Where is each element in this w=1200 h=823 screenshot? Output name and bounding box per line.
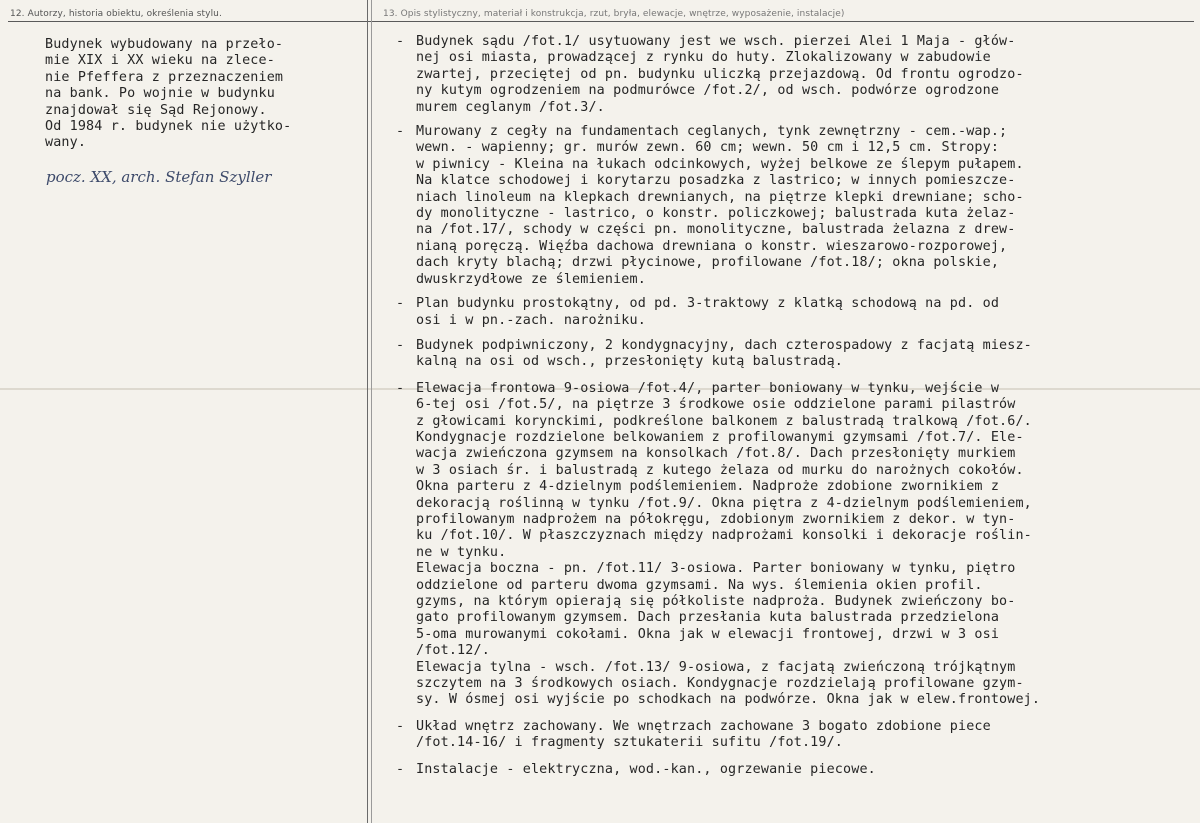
list-item-text: Elewacja frontowa 9-osiowa /fot.4/, parter boniowany w tynku, wejście w 6-tej osi /fot.5/, na piętrze 3 środkowe osie oddzielone parami pilastrów z głowicami korynckimi, podkreślone balkonem z balustradą tralkową /fot.6/. Kondygnacje rozdzielone belkowaniem z profilowanymi gzymsami /fot.7/. Ele- wacja zwieńczona gzymsem na konsolkach /fot.8/. Dach przesłonięty murkiem w 3 osiach śr. i balustradą z kutego żelaza od murku do narożnych cokołów. Okna parteru z 4-dzielnym podślemieniem. Nadproże zdobione zwornikiem z dekoracją roślinną w tynku /fot.9/. Okna piętra z 4-dzielnym podślemieniem, profilowanym nadprożem na półokręgu, zdobionym zwornikiem z dekor. w tyn- ku /fot.10/. W płaszczyznach między nadprożami konsolki i dekoracje roślin- ne w tynku. Elewacja boczna - pn. /fot.11/ 3-osiowa. Parter boniowany w tynku, piętro oddzielone od parteru dwoma gzymsami. Na wys. ślemienia okien profil. gzyms, na którym opierają się półkoliste nadproża. Budynek zwieńczony bo- gato profilowanym gzymsem. Dach przesłania kuta balustrada przedzielona 5-oma murowanymi cokołami. Okna jak w elewacji frontowej, drzwi w 3 osi /fot.12/. Elewacja tylna - wsch. /fot.13/ 9-osiowa, z facjatą zwieńczoną trójkątnym szczytem na 3 środkowych osiach. Kondygnacje rozdzielają profilowane gzym- sy. W ósmej osi wyjście po schodkach na podwórze. Okna jak w elew.frontowej. — [416, 380, 1041, 708]
column-divider — [367, 0, 368, 823]
list-item — [396, 381, 1196, 709]
section-12-header: 12. Autorzy, historia obiektu, określenia stylu. — [10, 9, 222, 19]
list-item-text: Budynek sądu /fot.1/ usytuowany jest we wsch. pierzei Alei 1 Maja - głów- nej osi miasta, prowadzącej z rynku do huty. Zlokalizowany w zabudowie zwartej, przeciętej od pn. budynku uliczką przejazdową. Od frontu ogrodzo- ny kutym ogrodzeniem na podmurówce /fot.2/, od wsch. podwórze ogrodzone murem ceglanym /fot.3/. — [416, 34, 1024, 115]
list-bullet: - — [396, 761, 405, 777]
list-item — [396, 34, 1196, 116]
list-bullet: - — [396, 380, 405, 396]
column-divider-secondary — [371, 0, 372, 823]
list-bullet: - — [396, 124, 405, 140]
list-item-text: Instalacje - elektryczna, wod.-kan., ogrzewanie piecowe. — [416, 761, 876, 777]
history-column — [45, 37, 363, 186]
list-item-text: Układ wnętrz zachowany. We wnętrzach zachowane 3 bogato zdobione piece /fot.14-16/ i fragmenty sztukaterii sufitu /fot.19/. — [416, 718, 991, 751]
list-item-text: Murowany z cegły na fundamentach ceglanych, tynk zewnętrzny - cem.-wap.; wewn. - wapienny; gr. murów zewn. 60 cm; wewn. 50 cm i 12,5 cm. Stropy: w piwnicy - Kleina na łukach odcinkowych, wyżej belkowe ze ślepym pułapem. Na klatce schodowej i korytarzu posadzka z lastrico; w innych pomieszcze- niach linoleum na klepkach drewnianych, na piętrze klepki drewniane; scho- dy monolityczne - lastrico, o konstr. policzkowej; balustrada kuta żelaz- na /fot.17/, schody w części pn. monolityczne, balustrada żelazna z drew- nianą poręczą. Więźba dachowa drewniana o konstr. wieszarowo-rozporowej, dach kryty blachą; drzwi płycinowe, profilowane /fot.18/; okna polskie, dwuskrzydłowe ze ślemieniem. — [416, 124, 1024, 287]
handwritten-note: pocz. XX, arch. Stefan Szyller — [46, 167, 272, 186]
header-rule — [8, 21, 1194, 22]
list-bullet: - — [396, 34, 405, 49]
list-item — [396, 719, 1196, 752]
list-item — [396, 762, 1196, 778]
list-item-text: Plan budynku prostokątny, od pd. 3-traktowy z klatką schodową na pd. od osi i w pn.-zach. narożniku. — [416, 296, 1000, 328]
list-item — [396, 124, 1196, 288]
list-bullet: - — [396, 296, 405, 312]
description-column — [396, 34, 1196, 778]
list-item — [396, 296, 1196, 329]
list-bullet: - — [396, 718, 405, 734]
list-item — [396, 338, 1196, 371]
list-bullet: - — [396, 337, 405, 353]
list-item-text: Budynek podpiwniczony, 2 kondygnacyjny, dach czterospadowy z facjatą miesz- kalną na osi od wsch., przesłonięty kutą balustradą. — [416, 337, 1032, 370]
section-13-header: 13. Opis stylistyczny, materiał i konstrukcja, rzut, bryła, elewacje, wnętrze, wyposażenie, instalacje) — [383, 9, 845, 19]
history-text: Budynek wybudowany na przeło- mie XIX i XX wieku na zlece- nie Pfeffera z przeznaczeniem na bank. Po wojnie w budynku znajdował się Sąd Rejonowy. Od 1984 r. budynek nie użytko- wany. — [45, 37, 292, 151]
